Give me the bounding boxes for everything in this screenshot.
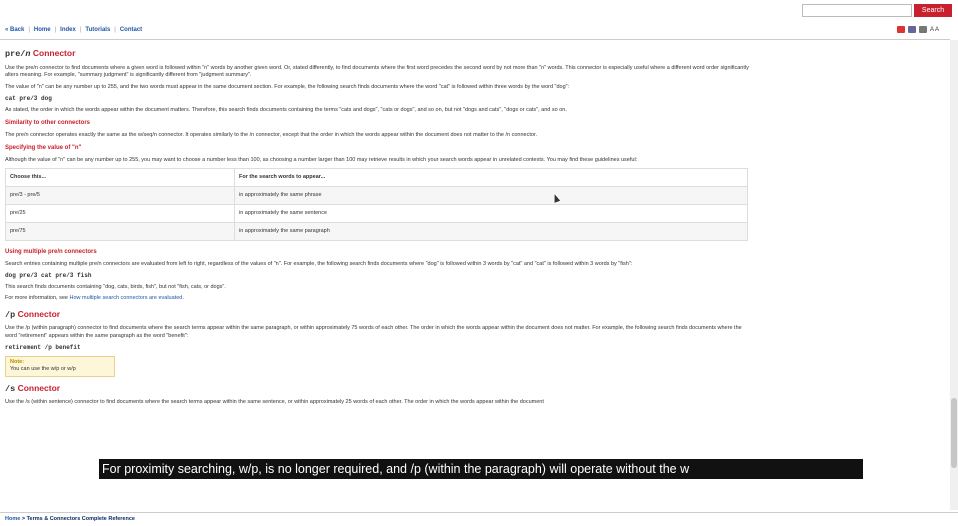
multiple-heading: Using multiple pre/n connectors xyxy=(5,249,97,255)
video-caption: For proximity searching, w/p, is no longer required, and /p (within the paragraph) will operate without the w xyxy=(99,459,863,479)
table-cell: in approximately the same sentence xyxy=(235,205,748,223)
home-link[interactable]: Home xyxy=(33,27,51,33)
back-link[interactable]: « Back xyxy=(5,27,25,33)
table-cell: pre/3 - pre/5 xyxy=(6,187,235,205)
pre-value-text: The value of "n" can be any number up to 255, and the two words must appear in the same document section. For example, the following search finds documents where the word "cat" is followed within three words by the word "dog": xyxy=(5,83,570,90)
table-cell: pre/25 xyxy=(6,205,235,223)
s-connector-heading: /s Connector xyxy=(5,382,61,394)
contact-link[interactable]: Contact xyxy=(119,27,143,33)
page-tools xyxy=(897,26,939,33)
table-row xyxy=(6,187,748,205)
pre-intro-text: Use the pre/n connector to find documents where a given word is followed within "n" words by another given word. Or, stated differently, to find documents where the first word precedes the second word by not more than "n" words. This connector is especially useful where a different word order significantly alters meaning. For example, "summary judgment" is significantly different from "judgment summary". xyxy=(5,64,749,78)
breadcrumb-home[interactable]: Home xyxy=(5,516,21,522)
breadcrumb-current: Terms & Connectors Complete Reference xyxy=(26,516,135,522)
table-cell: in approximately the same phrase xyxy=(235,187,748,205)
note-label: Note: xyxy=(10,358,25,365)
more-info-text: For more information, see How multiple search connectors are evaluated. xyxy=(5,295,184,301)
pre-connector-heading: pre/n Connector xyxy=(5,48,76,59)
table-row xyxy=(6,205,748,223)
multiple-result-text: This search finds documents containing "dog, cats, birds, fish", but not "fish, cats, or dogs". xyxy=(5,283,226,290)
table-row xyxy=(6,223,748,241)
email-icon[interactable] xyxy=(908,26,916,33)
nav-links: « Back | Home | Index | Tutorials | Contact xyxy=(5,27,143,33)
p-connector-heading: /p Connector xyxy=(5,308,61,320)
search-input[interactable] xyxy=(802,4,912,17)
pre-order-text: As stated, the order in which the words appear within the document matters. Therefore, this search finds documents containing the terms "cats and dogs", "cats or dogs", and so on, but not "dogs and cats", "dogs or cats", and so on. xyxy=(5,106,567,113)
similarity-text: The pre/n connector operates exactly the same as the w/seq/n connector. It operates similarly to the /n connector, except that the order in which the words appear within the document does not matter to the /n connector. xyxy=(5,131,537,138)
value-text: Although the value of "n" can be any number up to 255, you may want to choose a number less than 100, as choosing a number larger than 100 may retrieve results in which your search words appear in unrelated contexts. You may find these guidelines useful: xyxy=(5,156,638,163)
index-link[interactable]: Index xyxy=(60,27,76,33)
p-intro-text: Use the /p (within paragraph) connector to find documents where the search terms appear within the same paragraph, or within approximately 75 words of each other. The order in which the words appear within the document does not matter. For example, the following search finds documents where the word "retirement" appears within the same paragraph as the word "benefit": xyxy=(5,325,742,339)
s-intro-text: Use the /s (within sentence) connector to find documents where the search terms appear within the same sentence, or within approximately 25 words of each other. The order in which the words appear within the document xyxy=(5,399,544,405)
multiple-text: Search entries containing multiple pre/n connectors are evaluated from left to right, regardless of the values of "n". For example, the following search finds documents where "dog" is followed within 3 words by "cat" and "cat" is followed within 3 words by "fish": xyxy=(5,260,633,267)
text-size-toggle[interactable]: A A xyxy=(930,26,940,33)
guidelines-table xyxy=(5,168,748,241)
multiple-connectors-link[interactable]: How multiple search connectors are evaluated xyxy=(69,295,183,301)
similarity-heading: Similarity to other connectors xyxy=(5,120,91,126)
table-header: For the search words to appear... xyxy=(235,169,748,187)
top-bar xyxy=(0,0,958,40)
code-example: dog pre/3 cat pre/3 fish xyxy=(5,272,92,279)
note-text: You can use the w/p or w/p xyxy=(10,366,76,372)
table-cell: in approximately the same paragraph xyxy=(235,223,748,241)
code-example: cat pre/3 dog xyxy=(5,95,52,102)
table-cell: pre/75 xyxy=(6,223,235,241)
breadcrumb: Home > Terms & Connectors Complete Reference xyxy=(0,512,958,526)
note-box xyxy=(5,356,115,377)
scrollbar-thumb[interactable] xyxy=(951,398,957,468)
header-divider xyxy=(0,39,950,40)
print-icon[interactable] xyxy=(919,26,927,33)
tutorials-link[interactable]: Tutorials xyxy=(85,27,111,33)
value-heading: Specifying the value of "n" xyxy=(5,145,82,151)
code-example: retirement /p benefit xyxy=(5,344,81,351)
main-content xyxy=(5,42,750,508)
pdf-icon[interactable] xyxy=(897,26,905,33)
table-header: Choose this... xyxy=(6,169,235,187)
search-button[interactable]: Search xyxy=(914,4,952,17)
